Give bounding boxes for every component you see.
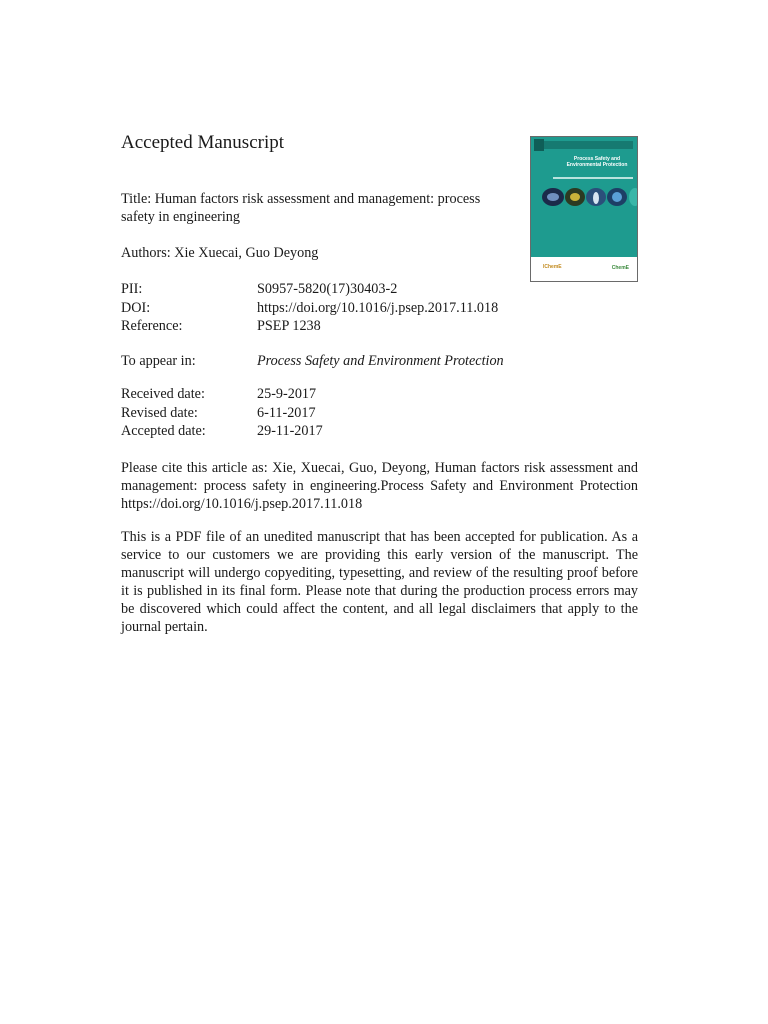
journal-name: Process Safety and Environment Protection xyxy=(257,353,504,369)
date-label: Revised date: xyxy=(121,404,198,421)
dates-table xyxy=(121,385,323,441)
publisher-logo-icon xyxy=(534,139,544,151)
cover-circle-inner-icon xyxy=(593,192,599,204)
authors-line: Authors: Xie Xuecai, Guo Deyong xyxy=(121,245,319,261)
icheme-logo-icon: IChemE xyxy=(543,264,562,270)
cover-image-circles xyxy=(541,186,637,208)
cover-circle-inner-icon xyxy=(570,193,580,201)
date-label: Received date: xyxy=(121,386,205,402)
journal-row xyxy=(121,352,504,371)
journal-cover-image xyxy=(530,136,638,282)
date-label: Accepted date: xyxy=(121,423,206,439)
appear-row xyxy=(121,352,504,371)
identifier-row-reference xyxy=(121,317,498,336)
cheme-logo-icon: ChemE xyxy=(611,265,629,271)
identifier-label: Reference: xyxy=(121,318,183,334)
identifier-row-pii xyxy=(121,280,498,299)
cover-subtitle-line xyxy=(553,177,633,179)
cover-circle-icon xyxy=(629,188,637,206)
identifier-value: S0957-5820(17)30403-2 xyxy=(257,281,398,297)
cover-circle-inner-icon xyxy=(547,193,559,201)
date-value: 25-9-2017 xyxy=(257,386,317,402)
cover-journal-title: Process Safety and Environmental Protection xyxy=(566,156,628,168)
date-row-revised xyxy=(121,404,323,423)
identifier-table xyxy=(121,280,498,336)
doi-link[interactable]: https://doi.org/10.1016/j.psep.2017.11.018 xyxy=(257,299,499,316)
identifier-value: PSEP 1238 xyxy=(257,318,321,334)
cover-header-bar xyxy=(535,141,633,149)
citation-paragraph: Please cite this article as: Xie, Xuecai, Guo, Deyong, Human factors risk assessment and management: process safety in engineering.Process Safety and Environment Protection https://doi.org/10.1016/j.psep.2017.11.018 xyxy=(121,460,638,512)
identifier-row-doi xyxy=(121,299,498,318)
date-value: 29-11-2017 xyxy=(257,423,323,439)
date-row-accepted xyxy=(121,422,323,441)
date-value: 6-11-2017 xyxy=(257,404,316,421)
page-heading: Accepted Manuscript xyxy=(121,132,285,153)
identifier-label: DOI: xyxy=(121,299,151,316)
appear-label: To appear in: xyxy=(121,353,196,369)
date-row-received xyxy=(121,385,323,404)
article-title: Title: Human factors risk assessment and management: process safety in engineering xyxy=(121,191,481,225)
cover-circle-inner-icon xyxy=(612,192,622,202)
disclaimer-paragraph: This is a PDF file of an unedited manuscript that has been accepted for publication. As a service to our customers we are providing this early version of the manuscript. The manuscript will undergo copyediting, typesetting, and review of the resulting proof before it is published in its final form. Please note that during the production process errors may be discovered which could affect the content, and all legal disclaimers that apply to the journal pertain. xyxy=(121,529,638,635)
identifier-label: PII: xyxy=(121,281,143,297)
